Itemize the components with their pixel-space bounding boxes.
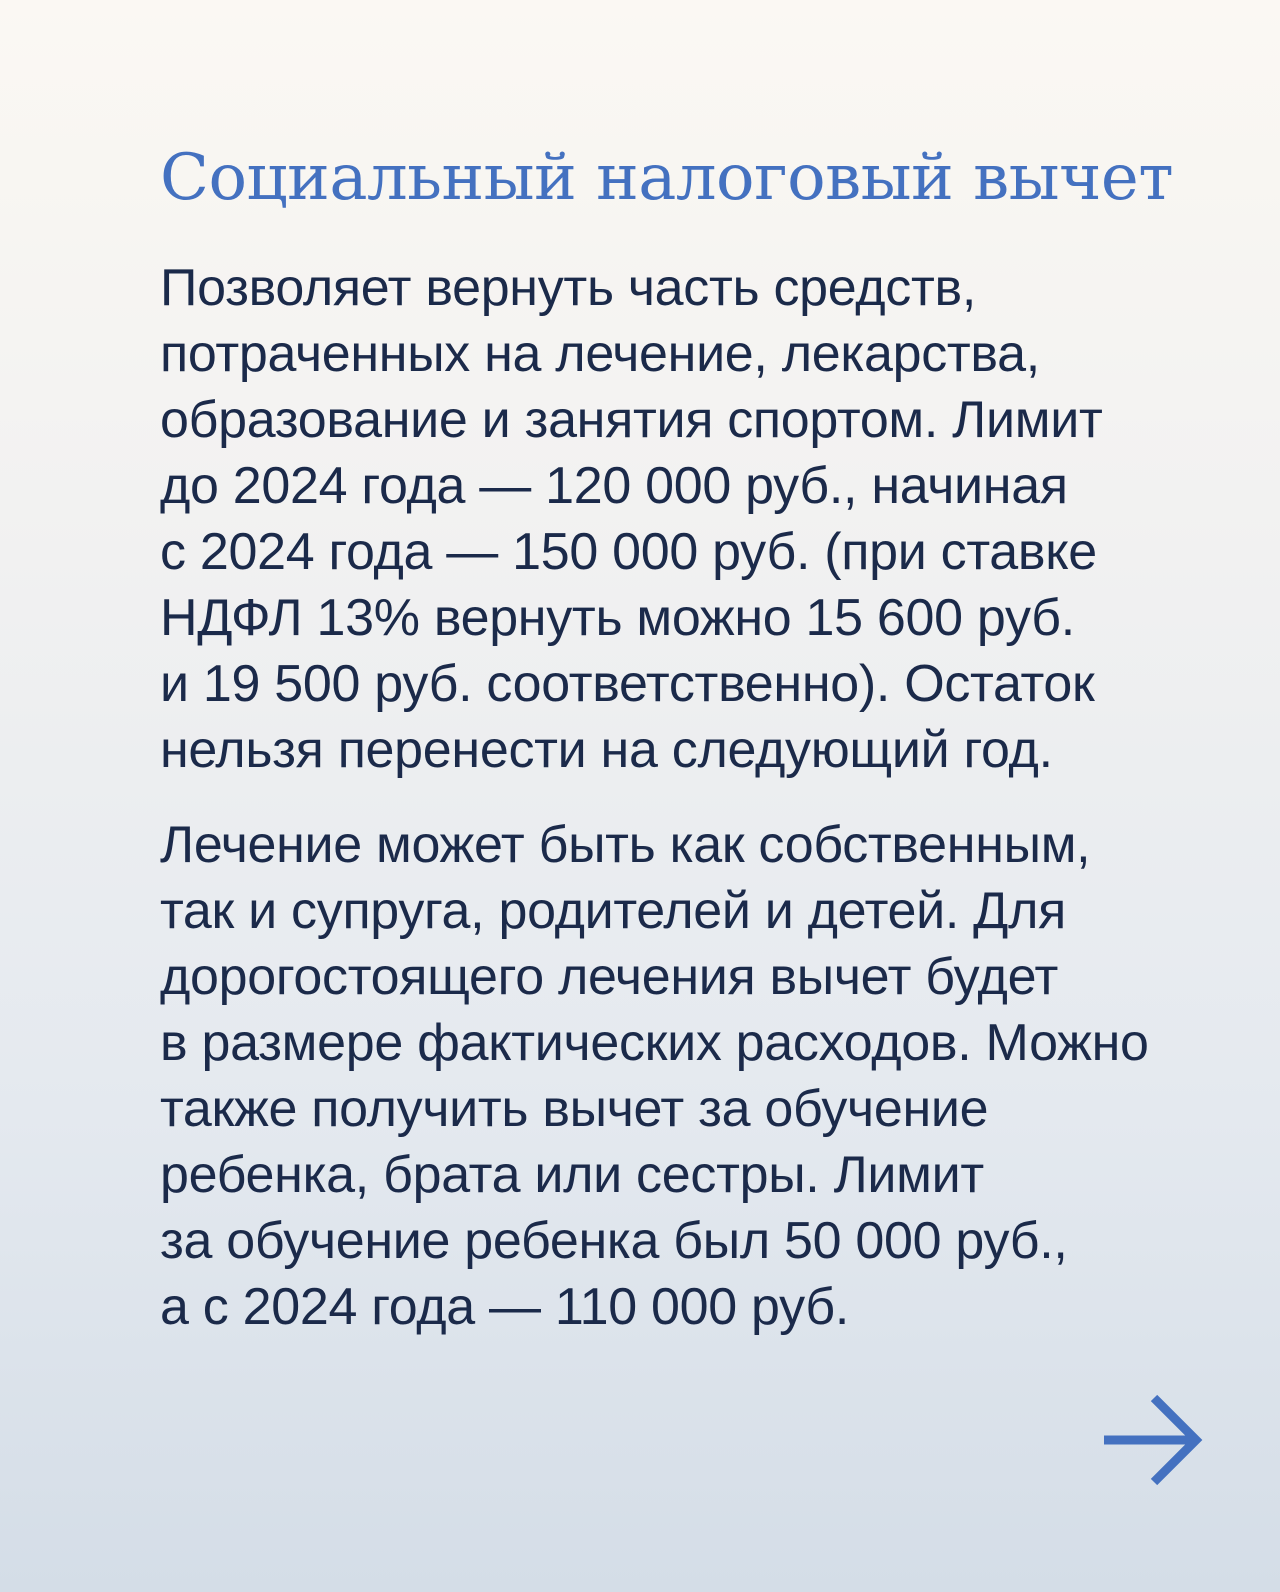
paragraph-line: и 19 500 руб. соответственно). Остаток — [160, 655, 1095, 713]
paragraph-1 — [160, 255, 1230, 783]
paragraph-line: дорогостоящего лечения вычет будет — [160, 948, 1058, 1006]
paragraph-line: Позволяет вернуть часть средств, — [160, 259, 976, 317]
arrow-right-icon — [1100, 1390, 1210, 1490]
paragraph-line: образование и занятия спортом. Лимит — [160, 391, 1103, 449]
paragraph-line: а с 2024 года — 110 000 руб. — [160, 1278, 850, 1336]
paragraph-2 — [160, 812, 1230, 1340]
paragraph-line: ребенка, брата или сестры. Лимит — [160, 1146, 984, 1204]
paragraph-line: так и супруга, родителей и детей. Для — [160, 882, 1066, 940]
paragraph-line: за обучение ребенка был 50 000 руб., — [160, 1212, 1068, 1270]
paragraph-line: с 2024 года — 150 000 руб. (при ставке — [160, 523, 1097, 581]
paragraph-line: нельзя перенести на следующий год. — [160, 721, 1053, 779]
next-slide-button[interactable] — [1100, 1390, 1210, 1490]
paragraph-line: НДФЛ 13% вернуть можно 15 600 руб. — [160, 589, 1075, 647]
paragraph-line: в размере фактических расходов. Можно — [160, 1014, 1149, 1072]
paragraph-line: также получить вычет за обучение — [160, 1080, 989, 1138]
paragraph-line: потраченных на лечение, лекарства, — [160, 325, 1040, 383]
page-title: Социальный налоговый вычет — [160, 141, 1174, 215]
paragraph-line: Лечение может быть как собственным, — [160, 816, 1091, 874]
paragraph-line: до 2024 года — 120 000 руб., начиная — [160, 457, 1068, 515]
